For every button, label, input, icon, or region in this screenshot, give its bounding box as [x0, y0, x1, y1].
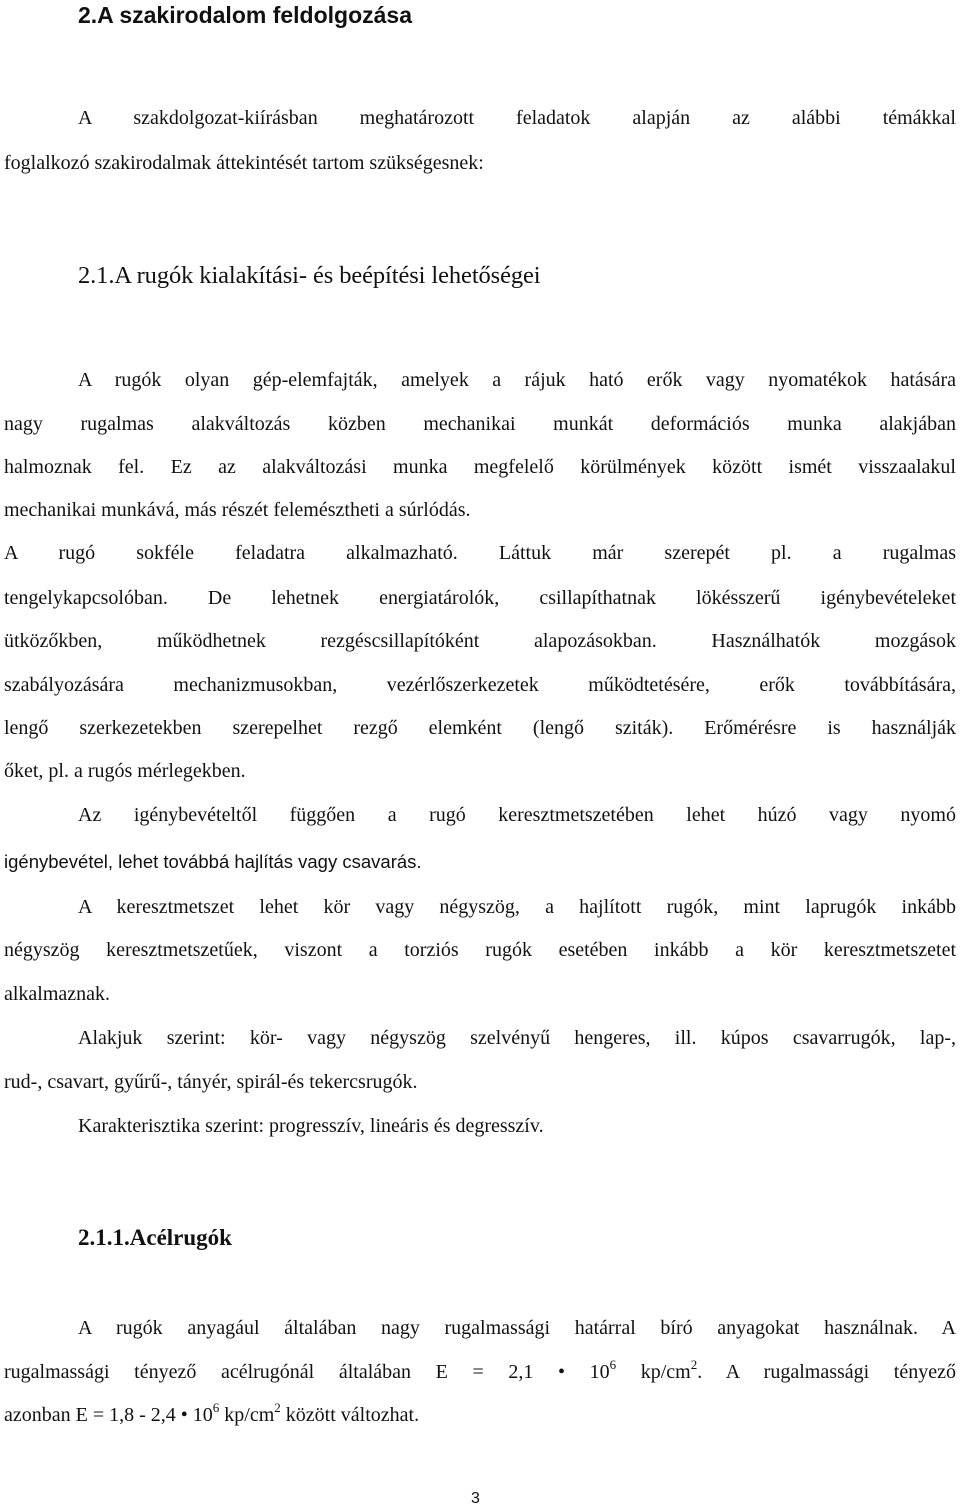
para3-line-3: alkalmaznak.	[4, 983, 111, 1005]
para1-line-6: tengelykapcsolóban. De lehetnek energiatárolók, csillapíthatnak lökésszerű igénybevételeket	[4, 587, 956, 609]
exponent: 6	[212, 1400, 220, 1415]
para1-line-4: mechanikai munkává, más részét felemésztheti a súrlódás.	[4, 499, 471, 521]
formula-text: rugalmassági tényező acélrugónál általában E = 2,1 • 10	[4, 1361, 610, 1383]
exponent: 2	[690, 1357, 698, 1372]
exponent: 6	[609, 1357, 617, 1372]
para1-line-3: halmoznak fel. Ez az alakváltozási munka megfelelő körülmények között ismét visszaalakul	[4, 456, 956, 478]
unit-text: kp/cm	[616, 1361, 691, 1383]
para5: Karakterisztika szerint: progresszív, lineáris és degresszív.	[78, 1115, 544, 1137]
section-heading: 2.A szakirodalom feldolgozása	[78, 2, 413, 28]
para1-line-8: szabályozására mechanizmusokban, vezérlőszerkezetek működtetésére, erők továbbítására,	[4, 674, 956, 696]
subsection-heading: 2.1.A rugók kialakítási- és beépítési lehetőségei	[78, 262, 541, 289]
para3-line-1: A keresztmetszet lehet kör vagy négyszög, a hajlított rugók, mint laprugók inkább	[78, 896, 956, 918]
para1-line-10: őket, pl. a rugós mérlegekben.	[4, 760, 246, 782]
intro-line-1: A szakdolgozat-kiírásban meghatározott feladatok alapján az alábbi témákkal	[78, 107, 956, 129]
para1-line-9: lengő szerkezetekben szerepelhet rezgő elemként (lengő sziták). Erőmérésre is használják	[4, 717, 956, 739]
intro-line-2: foglalkozó szakirodalmak áttekintését tartom szükségesnek:	[4, 152, 484, 174]
para1-line-7: ütközőkben, működhetnek rezgéscsillapítóként alapozásokban. Használhatók mozgások	[4, 630, 956, 652]
para1-line-1: A rugók olyan gép-elemfajták, amelyek a rájuk ható erők vagy nyomatékok hatására	[78, 369, 956, 391]
unit-text: kp/cm	[219, 1404, 275, 1426]
text-tail: . A rugalmassági tényező	[697, 1361, 956, 1383]
page-number: 3	[471, 1490, 480, 1507]
formula-text: azonban E = 1,8 - 2,4 • 10	[4, 1404, 213, 1426]
para6-line-1: A rugók anyagául általában nagy rugalmassági határral bíró anyagokat használnak. A	[78, 1317, 956, 1339]
para6-line-2	[4, 1357, 956, 1383]
para6-line-3	[4, 1400, 420, 1426]
para1-line-2: nagy rugalmas alakváltozás közben mechanikai munkát deformációs munka alakjában	[4, 413, 956, 435]
text-tail: között változhat.	[280, 1404, 420, 1426]
para1-line-5: A rugó sokféle feladatra alkalmazható. Láttuk már szerepét pl. a rugalmas	[4, 542, 956, 564]
para2-line-2: igénybevétel, lehet továbbá hajlítás vagy csavarás.	[4, 851, 422, 872]
para3-line-2: négyszög keresztmetszetűek, viszont a torziós rugók esetében inkább a kör keresztmetszetet	[4, 939, 956, 961]
exponent: 2	[274, 1400, 281, 1415]
para2-line-1: Az igénybevételtől függően a rugó keresztmetszetében lehet húzó vagy nyomó	[78, 804, 956, 826]
subsubsection-heading: 2.1.1.Acélrugók	[78, 1225, 232, 1250]
para4-line-2: rud-, csavart, gyűrű-, tányér, spirál-és tekercsrugók.	[4, 1071, 418, 1093]
para4-line-1: Alakjuk szerint: kör- vagy négyszög szelvényű hengeres, ill. kúpos csavarrugók, lap-,	[78, 1027, 956, 1049]
